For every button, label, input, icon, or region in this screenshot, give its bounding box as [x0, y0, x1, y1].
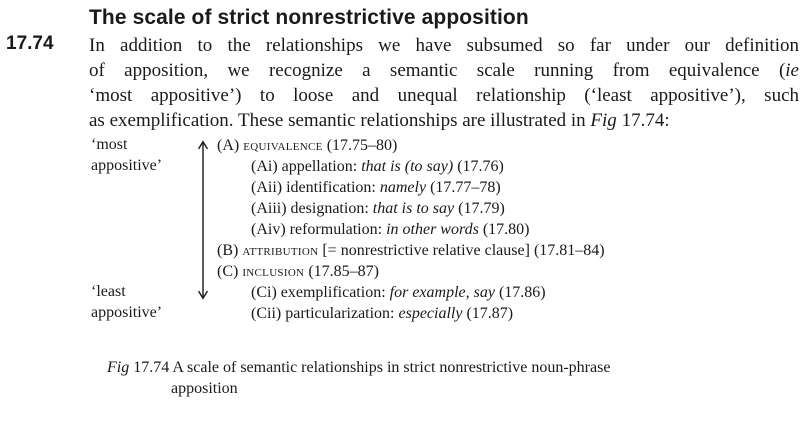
figure-caption	[107, 357, 797, 399]
scale-item-ai: (Ai) appellation: that is (to say) (17.76)	[251, 158, 504, 175]
scale-item-a: (A) equivalence (17.75–80)	[217, 137, 398, 154]
section-heading: The scale of strict nonrestrictive apposition	[89, 6, 529, 29]
ie-abbrev: ie	[785, 60, 799, 81]
paragraph-line: of apposition, we recognize a semantic scale running from equivalence (ie	[89, 60, 799, 81]
label-line: appositive’	[91, 304, 163, 321]
fig-ref: Fig	[590, 110, 617, 131]
double-arrow-icon	[195, 140, 211, 300]
scale-item-aiv: (Aiv) reformulation: in other words (17.80)	[251, 221, 530, 238]
caption-line: Fig 17.74 A scale of semantic relationships in strict nonrestrictive noun-phrase	[107, 359, 611, 376]
label-line: ‘least	[91, 283, 126, 300]
scale-item-ci: (Ci) exemplification: for example, say (17.86)	[251, 284, 546, 301]
scale-item-aii: (Aii) identification: namely (17.77–78)	[251, 179, 501, 196]
caption-line: apposition	[171, 380, 238, 397]
scale-item-cii: (Cii) particularization: especially (17.87)	[251, 305, 514, 322]
paragraph-line: as exemplification. These semantic relationships are illustrated in Fig 17.74:	[89, 110, 670, 131]
section-number: 17.74	[6, 33, 54, 54]
paragraph-line: In addition to the relationships we have subsumed so far under our definition	[89, 35, 799, 56]
label-line: ‘most	[91, 136, 128, 153]
scale-item-c: (C) inclusion (17.85–87)	[217, 263, 379, 280]
paragraph-line: ‘most appositive’) to loose and unequal relationship (‘least appositive’), such	[89, 85, 799, 106]
scale-item-b: (B) attribution [= nonrestrictive relative clause] (17.81–84)	[217, 242, 605, 259]
body-paragraph	[89, 33, 799, 133]
scale-item-aiii: (Aiii) designation: that is to say (17.79)	[251, 200, 505, 217]
label-line: appositive’	[91, 157, 163, 174]
